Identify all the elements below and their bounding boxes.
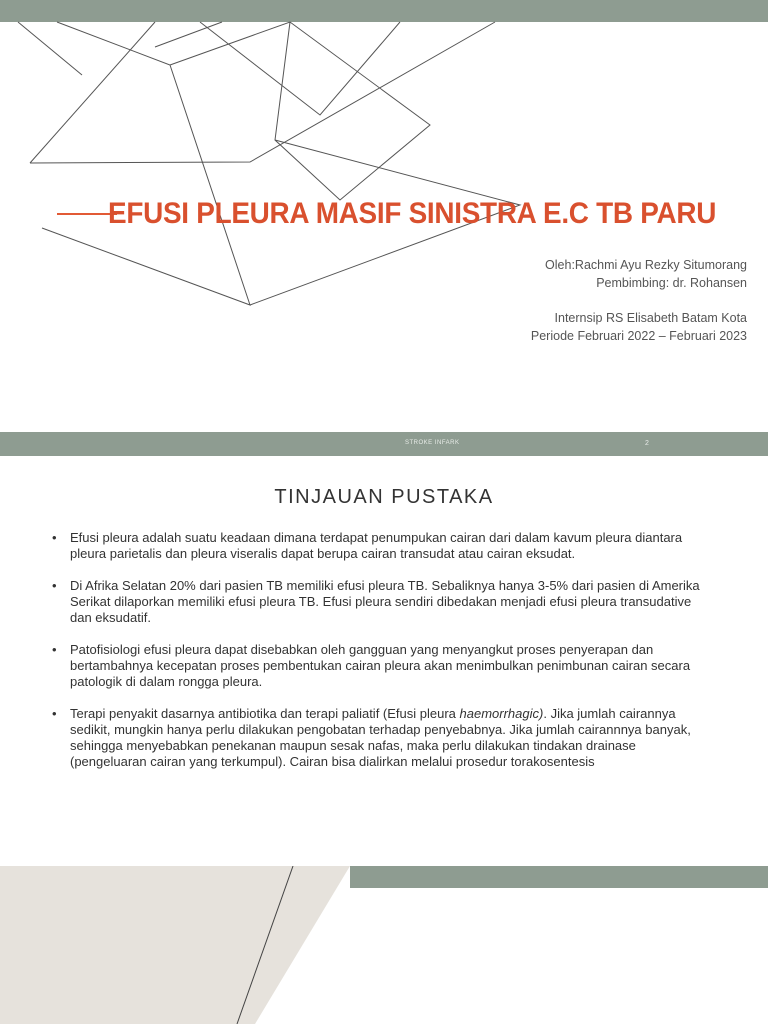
period-text: Periode Februari 2022 – Februari 2023 (530, 329, 747, 343)
slide2-header-band (0, 432, 768, 456)
bullet-item: • Di Afrika Selatan 20% dari pasien TB memiliki efusi pleura TB. Sebaliknya hanya 3-5% dari pasien di Amerika Serikat dilaporkan memiliki efusi pleura TB. Efusi pleura sendiri dibedakan menjadi efusi pleura transudative dan eksudatif. (52, 578, 712, 626)
bullet-item (52, 706, 712, 770)
deco-line-1 (42, 22, 250, 305)
bullet-text-after: . Jika jumlah cairannya sedikit, mungkin hanya perlu dilakukan pengobatan terhadap penyebabnya. Jika jumlah cairannnya banyak, sehingga menyebabkan penekanan maupun sesak nafas, maka perlu dilakukan tindakan drainase (pengeluaran cairan yang terkumpul). Cairan bisa dialirkan melalui prosedur torakosentesis (70, 706, 691, 769)
deco-line-7 (200, 22, 400, 115)
slide3-header-band (350, 866, 768, 888)
footer-label: STROKE INFARK (405, 440, 460, 446)
deco-panel (0, 866, 350, 1024)
bullet-item: • Patofisiologi efusi pleura dapat disebabkan oleh gangguan yang menyangkut proses penyerapan dan bertambahnya kecepatan proses pembentukan cairan pleura akan menimbulkan penimbunan cairan secara patologik di dalam rongga pleura. (52, 642, 712, 690)
bullet-text-before: Terapi penyakit dasarnya antibiotika dan terapi paliatif (Efusi pleura (70, 706, 460, 721)
title-slide (0, 0, 768, 432)
bullet-text-italic: haemorrhagic) (459, 706, 544, 721)
slide-title: EFUSI PLEURA MASIF SINISTRA E.C TB PARU (108, 197, 717, 230)
author-text: Oleh:Rachmi Ayu Rezky Situmorang (545, 258, 747, 272)
supervisor-text: Pembimbing: dr. Rohansen (596, 276, 747, 290)
institution-text: Internsip RS Elisabeth Batam Kota (554, 311, 747, 325)
deco-line-4 (155, 22, 222, 47)
deco-line-6 (30, 22, 495, 163)
next-slide-preview (0, 866, 768, 1024)
page-number: 2 (645, 440, 649, 447)
bullet-item: • Efusi pleura adalah suatu keadaan dimana terdapat penumpukan cairan dari dalam kavum pleura diantara pleura parietalis dan pleura viseralis dapat berupa cairan transudat atau cairan eksudat. (52, 530, 712, 562)
deco-line-5 (170, 22, 430, 200)
deco-line-3 (18, 22, 82, 75)
decorative-shapes (0, 866, 768, 1024)
section-heading: TINJAUAN PUSTAKA (274, 486, 494, 508)
deco-line-2 (30, 22, 155, 163)
bullet-list (52, 530, 712, 786)
